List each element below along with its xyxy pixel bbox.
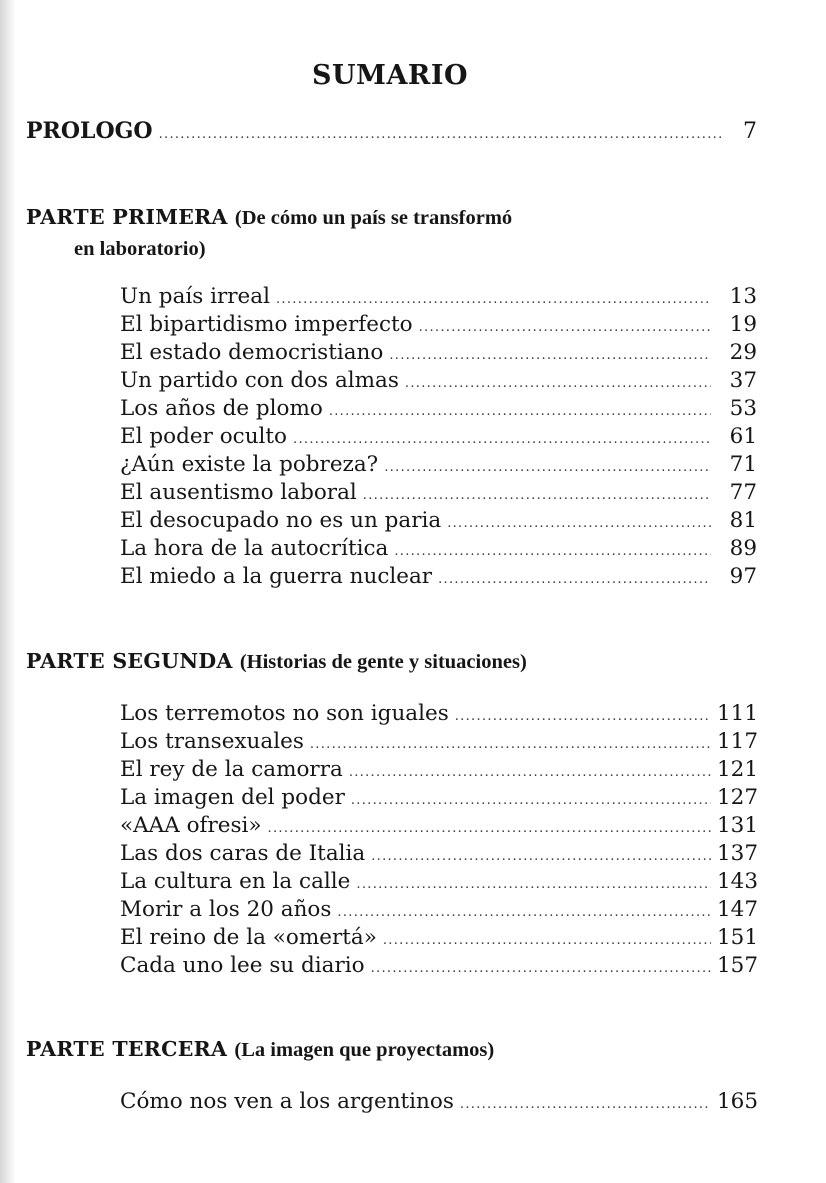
dot-leader — [383, 933, 711, 948]
entry-page-number: 7 — [743, 119, 757, 144]
entry-page-number: 165 — [717, 1089, 759, 1114]
entry-page-number: 151 — [717, 925, 759, 950]
dot-leader — [371, 849, 711, 864]
entry-title: La imagen del poder — [120, 785, 345, 810]
entry-page-number: 13 — [729, 284, 757, 309]
entry-page-number: 137 — [717, 841, 759, 866]
dot-leader — [363, 488, 711, 503]
entry-title: Los años de plomo — [120, 396, 323, 421]
entry-title: Cómo nos ven a los argentinos — [120, 1089, 454, 1114]
part-heading-tercera — [26, 1034, 494, 1066]
part-subtitle: (Historias de gente y situaciones) — [239, 651, 527, 673]
toc-entry[interactable] — [120, 284, 757, 312]
dot-leader — [389, 348, 711, 363]
toc-entry[interactable] — [120, 869, 757, 897]
toc-entry[interactable] — [120, 340, 757, 368]
entry-page-number: 61 — [729, 424, 757, 449]
dot-leader — [460, 1097, 711, 1112]
entry-title: Los terremotos no son iguales — [120, 701, 449, 726]
part-subtitle-continued: en laboratorio) — [74, 238, 206, 260]
part-heading-primera — [26, 202, 512, 265]
part-name: PARTE TERCERA — [26, 1037, 228, 1061]
entry-page-number: 53 — [729, 396, 757, 421]
toc-entry[interactable] — [120, 424, 757, 452]
toc-entry-prologo[interactable] — [26, 118, 757, 144]
dot-leader — [276, 292, 711, 307]
toc-entry[interactable] — [120, 813, 757, 841]
entry-title: Un partido con dos almas — [120, 368, 399, 393]
toc-entry[interactable] — [120, 701, 757, 729]
entry-page-number: 19 — [729, 312, 757, 337]
toc-entry[interactable] — [120, 396, 757, 424]
part-name: PARTE PRIMERA — [26, 205, 228, 229]
toc-entry[interactable] — [120, 480, 757, 508]
dot-leader — [159, 127, 723, 142]
entry-title: La hora de la autocrítica — [120, 536, 389, 561]
entry-page-number: 131 — [717, 813, 759, 838]
entry-title: Los transexuales — [120, 729, 304, 754]
dot-leader — [405, 376, 711, 391]
part-heading-segunda — [26, 646, 527, 678]
dot-leader — [455, 709, 711, 724]
entry-page-number: 89 — [729, 536, 757, 561]
toc-entry[interactable] — [120, 953, 757, 981]
toc-entry[interactable] — [120, 312, 757, 340]
toc-entry[interactable] — [120, 452, 757, 480]
dot-leader — [337, 905, 711, 920]
dot-leader — [349, 765, 711, 780]
entry-title: El estado democristiano — [120, 340, 384, 365]
toc-entry[interactable] — [120, 1089, 757, 1117]
toc-entry[interactable] — [120, 897, 757, 925]
entry-page-number: 127 — [717, 785, 759, 810]
entry-page-number: 143 — [717, 869, 759, 894]
entry-title: El poder oculto — [120, 424, 288, 449]
dot-leader — [268, 821, 711, 836]
entry-page-number: 97 — [729, 564, 757, 589]
entry-title: El desocupado no es un paria — [120, 508, 442, 533]
entry-page-number: 117 — [717, 729, 759, 754]
entry-title: Un país irreal — [120, 284, 270, 309]
entry-page-number: 37 — [729, 368, 757, 393]
entry-title: El reino de la «omertá» — [120, 925, 377, 950]
entry-page-number: 29 — [729, 340, 757, 365]
entry-title: Cada uno lee su diario — [120, 953, 365, 978]
part-subtitle: (De cómo un país se transformó — [234, 207, 513, 229]
toc-entry[interactable] — [120, 564, 757, 592]
entry-page-number: 157 — [717, 953, 759, 978]
entry-title: El bipartidismo imperfecto — [120, 312, 413, 337]
entry-title: Morir a los 20 años — [120, 897, 332, 922]
dot-leader — [394, 544, 711, 559]
entry-title: La cultura en la calle — [120, 869, 351, 894]
entry-title: ¿Aún existe la pobreza? — [120, 452, 379, 477]
part-name: PARTE SEGUNDA — [26, 649, 233, 673]
entry-page-number: 121 — [717, 757, 759, 782]
toc-entry[interactable] — [120, 508, 757, 536]
entry-title: El miedo a la guerra nuclear — [120, 564, 433, 589]
toc-entry[interactable] — [120, 368, 757, 396]
toc-entry[interactable] — [120, 841, 757, 869]
toc-entry[interactable] — [120, 925, 757, 953]
page-edge-shadow — [0, 0, 16, 1183]
dot-leader — [351, 793, 711, 808]
entry-page-number: 81 — [729, 508, 757, 533]
part-subtitle: (La imagen que proyectamos) — [234, 1039, 495, 1061]
dot-leader — [329, 404, 711, 419]
dot-leader — [438, 572, 711, 587]
entry-page-number: 111 — [717, 701, 759, 726]
entry-title: Las dos caras de Italia — [120, 841, 366, 866]
toc-entry[interactable] — [120, 757, 757, 785]
entry-page-number: 71 — [729, 452, 757, 477]
entry-title: El ausentismo laboral — [120, 480, 357, 505]
entry-page-number: 147 — [717, 897, 759, 922]
dot-leader — [447, 516, 711, 531]
entry-page-number: 77 — [729, 480, 757, 505]
dot-leader — [371, 961, 711, 976]
entry-title: El rey de la camorra — [120, 757, 343, 782]
entry-title: «AAA ofresi» — [120, 813, 262, 838]
dot-leader — [419, 320, 711, 335]
page-title: SUMARIO — [312, 60, 468, 91]
toc-entry[interactable] — [120, 729, 757, 757]
dot-leader — [384, 460, 711, 475]
toc-entry[interactable] — [120, 536, 757, 564]
toc-entry[interactable] — [120, 785, 757, 813]
dot-leader — [310, 737, 711, 752]
dot-leader — [293, 432, 711, 447]
dot-leader — [356, 877, 711, 892]
entry-title: PROLOGO — [26, 118, 153, 144]
